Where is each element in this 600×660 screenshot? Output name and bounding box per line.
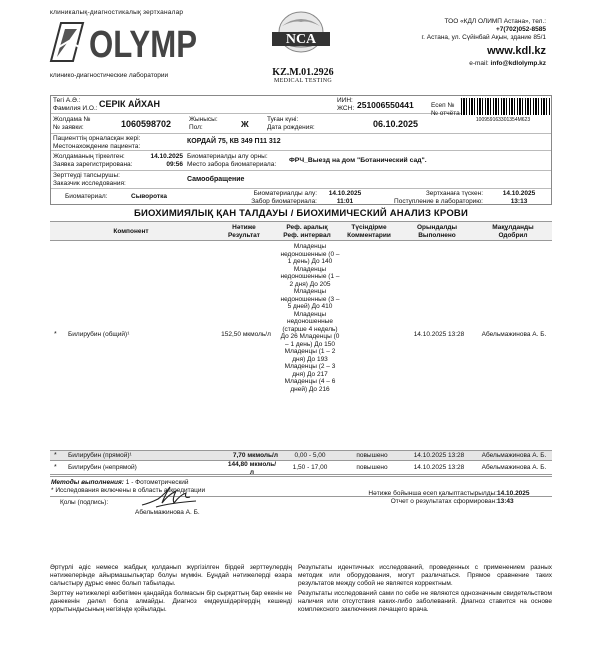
row-ref-interval: Младенцы недоношенные (0 – 1 день) До 140 Младенцы недоношенные (1 – 2 дня) До 205 Младенцы недоношенные (3 – 5 дней) До 410 Младенцы недоношенные (старше 4 недель) До 26 Младенцы (0 – 1 день) До 150 Младенцы (1 – 2 дня) До 193 Младенцы (2 – 3 дня) До 217 Младенцы (4 – 6 дней) До 216	[280, 243, 340, 393]
address-label-ru: Местонахождение пациента:	[53, 142, 141, 150]
row-bullet: *	[54, 464, 57, 471]
collect-place: ФРЧ_Выезд на дом "Ботанический сад".	[289, 157, 427, 164]
col-header-done-ru: Выполнено	[418, 231, 456, 239]
col-header-result	[212, 221, 276, 241]
disclaimer-kz-2: Зерттеу нәтижелері өзбетімен қандайда болмасын бір сырқаттың бар екенін не данекенін дәлел бола алмайды. Диагноз емдеушідәрігердің кешенді қорытындысының негізінде қойылады.	[50, 590, 292, 613]
received-label-ru: Поступление в лабораторию:	[394, 197, 483, 205]
collect-place-label-ru: Место забора биоматериала:	[187, 160, 277, 168]
disclaimer-ru-2: Результаты исследований сами по себе не являются однозначным свидетельством наличия или отсутствия каких-либо заболеваний. Диагноз ставится на основе комплексного заключения лечащего врача.	[298, 590, 552, 613]
handwritten-signature	[140, 483, 200, 511]
collected-date: 14.10.2025	[328, 190, 362, 197]
col-header-component: Компонент	[50, 221, 212, 241]
patient-name: СЕРІК АЙХАН	[99, 99, 160, 109]
signature-label: Қолы (подпись):	[60, 499, 109, 506]
col-header-ref-kz: Реф. аралық	[286, 224, 328, 231]
row-ref-interval: 0,00 - 5,00	[294, 452, 326, 459]
patient-address: КОРДАЙ 75, КВ 349 П11 312	[187, 138, 281, 145]
reg-time: 09:56	[166, 160, 183, 168]
website-link[interactable]: www.kdl.kz	[487, 45, 546, 57]
row-result: 152,50 мкмоль/л	[221, 331, 271, 338]
report-title: БИОХИМИЯЛЫҚ ҚАН ТАЛДАУЫ / БИОХИМИЧЕСКИЙ АНАЛИЗ КРОВИ	[133, 208, 469, 219]
col-header-ref-ru: Реф. интервал	[283, 231, 331, 239]
patient-iin: 251006550441	[357, 100, 414, 110]
col-header-comment-kz: Түсіндірме	[351, 224, 387, 231]
row-bullet: *	[54, 331, 57, 338]
received-label-kz: Зертханаға түскен:	[425, 190, 483, 197]
logo-wordmark: OLYMP	[89, 24, 197, 66]
row-ref-interval: 1,50 - 17,00	[292, 464, 328, 471]
patient-row-address	[51, 134, 551, 151]
medical-testing-label: MEDICAL TESTING	[274, 78, 332, 84]
accreditation-seal	[268, 8, 334, 66]
order-number: 1060598702	[121, 119, 172, 129]
email-line	[469, 60, 546, 67]
col-header-result-ru: Результат	[228, 231, 260, 239]
row-comment: повышено	[356, 464, 388, 471]
iin-label-kz: ИИН:	[337, 97, 353, 104]
patient-info-block	[50, 95, 552, 205]
table-row	[50, 450, 552, 461]
order-label-ru: № заявки:	[53, 123, 84, 131]
biomaterial-value: Сыворотка	[131, 193, 167, 200]
address-label-kz: Пациенттің орналасқан жері:	[53, 135, 141, 142]
col-header-approved	[474, 221, 552, 241]
table-row	[50, 461, 552, 475]
accreditation-note: * Исследования включены в область аккредитации	[51, 487, 206, 494]
col-header-comment	[338, 221, 400, 241]
patient-row-order	[51, 114, 551, 134]
reg-date: 14.10.2025	[150, 153, 183, 160]
methods-label: Методы выполнения:	[51, 479, 124, 486]
accreditation-code: KZ.M.01.2926	[272, 67, 334, 78]
col-header-result-kz: Нәтиже	[232, 224, 256, 231]
formed-label-kz: Нәтиже бойынша есеп қалыптастырылды:	[368, 490, 497, 497]
name-label-ru: Фамилия И.О.:	[53, 104, 98, 112]
report-label-kz: Есеп №	[431, 102, 455, 109]
patient-row-biomaterial	[51, 189, 551, 205]
dob-label-ru: Дата рождения:	[267, 123, 315, 131]
report-barcode	[461, 98, 551, 115]
iin-label-ru: ЖСН:	[337, 104, 355, 112]
customer-label-ru: Заказчик исследования:	[53, 179, 126, 187]
patient-row-registration	[51, 151, 551, 171]
row-approved: Абельмажинова А. Б.	[481, 331, 547, 338]
olymp-logo	[49, 17, 199, 66]
customer-label-kz: Зерттеуді тапсырушы:	[53, 172, 120, 179]
sex-label-ru: Пол:	[189, 123, 203, 131]
dob-label-kz: Туған күні:	[267, 116, 299, 123]
seal-text: NCA	[285, 32, 317, 47]
row-component: Билирубин (общий)¹	[68, 331, 130, 338]
email-link[interactable]: info@kdlolymp.kz	[490, 60, 546, 67]
biomaterial-label: Биоматериал:	[65, 193, 108, 200]
reg-label-kz: Жолдаманың тіркелген:	[53, 153, 125, 160]
company-contacts	[422, 18, 546, 42]
received-time: 13:13	[510, 197, 528, 205]
name-label-kz: Тегі А.Ә.:	[53, 97, 81, 104]
row-done: 14.10.2025 13:28	[413, 331, 465, 338]
methods-text: 1 - Фотометрический	[123, 479, 189, 486]
received-date: 14.10.2025	[502, 190, 536, 197]
row-component: Билирубин (непрямой)	[68, 464, 137, 471]
email-label: e-mail:	[469, 60, 489, 67]
col-header-ref	[276, 221, 338, 241]
row-component: Билирубин (прямой)¹	[68, 452, 132, 459]
formed-label-ru: Отчет о результатах сформирован:	[390, 498, 497, 505]
row-result: 144,80 мкмоль/л	[227, 461, 277, 476]
row-bullet: *	[54, 452, 57, 459]
sex-label-kz: Жынысы:	[189, 116, 218, 123]
row-comment: повышено	[356, 452, 388, 459]
col-header-approved-kz: Мақұлданды	[492, 224, 534, 231]
row-done: 14.10.2025 13:28	[413, 464, 465, 471]
row-done: 14.10.2025 13:28	[413, 452, 465, 459]
row-result: 7,70 мкмоль/л	[232, 452, 278, 459]
col-header-comment-ru: Комментарии	[347, 231, 391, 239]
disclaimer-kz-1: Әртүрлі әдіс немесе жабдық қолданып жүргізілген бірдей зерттеулердің нәтижелерінде айырмашылықтар болуы мүмкін. Бұндай нәтижелерді өзара салыстыру дұрыс емес болып табылады.	[50, 564, 292, 587]
row-approved: Абельмажинова А. Б.	[481, 452, 547, 459]
order-label-kz: Жолдама №	[53, 116, 91, 123]
company-address: г. Астана, ул. Сүйінбай Ақын, здание 85/1	[421, 34, 546, 41]
brand-tagline-kz: клиникалық-диагностикалық зертханалар	[50, 9, 184, 16]
formed-time: 13:43	[497, 498, 514, 505]
reg-label-ru: Заявка зарегистрирована:	[53, 160, 133, 168]
customer: Самообращение	[187, 176, 245, 183]
col-header-done	[400, 221, 474, 241]
patient-dob: 06.10.2025	[373, 119, 419, 129]
collect-place-label-kz: Биоматериалды алу орны:	[187, 153, 268, 160]
patient-sex: Ж	[241, 119, 249, 129]
collected-time: 11:01	[336, 197, 354, 205]
col-header-done-kz: Орындалды	[416, 224, 458, 231]
results-table	[50, 221, 552, 477]
col-header-approved-ru: Одобрил	[498, 231, 528, 239]
barcode-number: 100959163301354М623	[475, 117, 531, 123]
report-label-ru: № отчёта	[431, 109, 460, 117]
signer-name: Абельмажинова А. Б.	[135, 509, 200, 516]
collected-label-ru: Забор биоматериала:	[251, 197, 317, 205]
formed-date: 14.10.2025	[497, 490, 530, 497]
row-approved: Абельмажинова А. Б.	[481, 464, 547, 471]
brand-tagline-ru: клинико-диагностические лаборатории	[50, 72, 169, 79]
patient-row-customer	[51, 171, 551, 189]
collected-label-kz: Биоматериалды алу:	[253, 190, 317, 197]
disclaimer-ru-1: Результаты идентичных исследований, проведенных с применением разных методик или оборудования, могут различаться. Прямое сравнение таких результатов между собой не является корректным.	[298, 564, 552, 587]
company-name: ТОО «КДЛ ОЛИМП Астана», тел.:	[444, 18, 546, 25]
company-phone: +7(702)052-8585	[495, 26, 546, 33]
table-row	[50, 241, 552, 450]
